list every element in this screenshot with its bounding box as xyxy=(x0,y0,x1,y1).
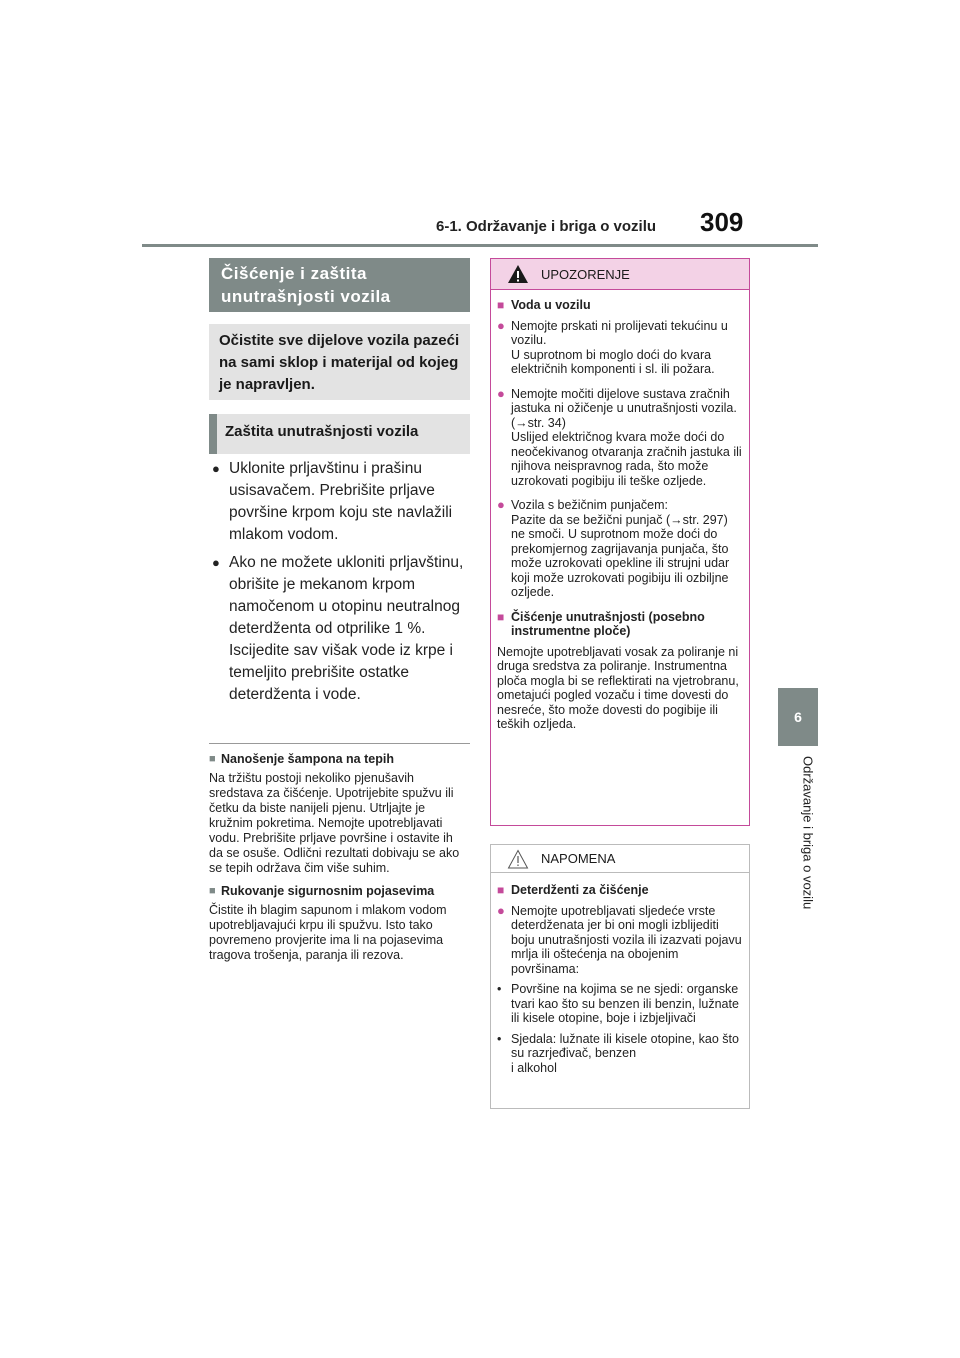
circle-bullet-icon: ● xyxy=(497,902,505,918)
divider xyxy=(209,743,470,744)
section-banner: Čišćenje i zaštita unutrašnjosti vozila xyxy=(209,258,470,312)
warning-item-text: Vozila s bežičnim punjačem: Pazite da se bežični punjač (→str. 297) ne smoči. U suprotnom može doći do prekomjernog zagrijavanja punjača, što može uzrokovati opekline ili strujni udar koji može uzrokovati pogibiju ili ozbiljne ozljede. xyxy=(511,498,730,599)
header-rule xyxy=(142,244,818,247)
note-title: Nanošenje šampona na tepih xyxy=(221,752,394,766)
page-number: 309 xyxy=(700,207,744,237)
circle-bullet-icon: ● xyxy=(497,317,505,333)
subheading-protection: Zaštita unutrašnjosti vozila xyxy=(209,414,470,454)
warning-content xyxy=(491,290,749,736)
bullet-text: Ako ne možete ukloniti prljavštinu, obrišite je mekanom krpom namočenom u otopinu neutralnog deterdženta od otprilike 1 %. Iscijedite sav višak vode iz krpe i temeljito prebrišite ostatke deterdženta i vode. xyxy=(229,554,464,703)
square-bullet-icon: ■ xyxy=(497,298,505,312)
dash-bullet-icon: • xyxy=(497,1031,502,1046)
square-bullet-icon: ■ xyxy=(209,753,216,765)
square-bullet-icon: ■ xyxy=(497,609,505,624)
bullet-item xyxy=(212,552,470,706)
warning-item-text: Nemojte močiti dijelove sustava zračnih jastuka ni ožičenje u unutrašnjosti vozila. (→str. 34) Uslijed električnog kvara može doći do neočekivanog otvaranja zračnih jastuka ili njihova neispravnog rada, što može uzrokovati pogibiju ili teške ozljede. xyxy=(511,386,742,488)
notice-content xyxy=(491,873,749,1081)
dash-bullet-icon: • xyxy=(497,982,502,996)
section-title: 6-1. Održavanje i briga o vozilu xyxy=(436,218,657,235)
notice-dash-item xyxy=(497,982,743,1026)
chapter-tab: 6 xyxy=(778,688,818,746)
notes-section xyxy=(209,748,470,971)
warning-heading xyxy=(497,610,743,639)
note-heading xyxy=(209,884,470,899)
note-heading xyxy=(209,752,470,767)
warning-item xyxy=(497,387,743,489)
bullet-dot-icon: ● xyxy=(212,461,220,476)
notice-item-text: Nemojte upotrebljavati sljedeće vrste deterdženata jer bi oni mogli izblijediti boju unutrašnjosti vozila ili izazvati pojavu mrlja ili oštećenja na obojenim površinama: xyxy=(511,903,742,976)
notice-label: NAPOMENA xyxy=(541,851,616,866)
notice-dash-text: Površine na kojima se ne sjedi: organske tvari kao što su benzen ili benzin, lužnate ili kisele otopine, boje i izbjeljivači xyxy=(511,982,739,1025)
notice-heading-text: Deterdženti za čišćenje xyxy=(511,883,649,897)
warning-item-text: Nemojte prskati ni prolijevati tekućinu u vozilu. U suprotnom bi moglo doći do kvara električnih komponenti i sl. ili požara. xyxy=(511,318,728,376)
bullet-item xyxy=(212,458,470,546)
note-body: Čistite ih blagim sapunom i mlakom vodom upotrebljavajući krpu ili spužvu. Isto tako povremeno provjerite ima li na pojasevima tragova trošenja, paranja ili rezova. xyxy=(209,903,447,962)
warning-heading-text: Voda u vozilu xyxy=(511,298,591,312)
notice-header xyxy=(491,845,749,873)
intro-box: Očistite sve dijelove vozila pazeći na sami sklop i materijal od kojeg je napravljen. xyxy=(209,324,470,400)
chapter-side-label xyxy=(798,756,818,956)
warning-heading-text: Čišćenje unutrašnjosti (posebno instrumentne ploče) xyxy=(511,609,705,638)
warning-paragraph: Nemojte upotrebljavati vosak za poliranje ni druga sredstva za poliranje. Instrumentna ploča mogla bi se reflektirati na vjetrobranu, ometajući pogled vozaču i time dovesti do nesreće, što može dovesti do pogibije ili teških ozljeda. xyxy=(497,644,739,731)
bullet-list xyxy=(212,458,470,712)
bullet-dot-icon: ● xyxy=(212,555,220,570)
note-body: Na tržištu postoji nekoliko pjenušavih sredstava za čišćenje. Upotrijebite spužvu ili četku da biste nanijeli pjenu. Utrljajte je kružnim pokretima. Nemojte upotrebljavati vodu. Prebrišite prljave površine i ostavite ih da se osuše. Odlični rezultati dobivaju se ako se tepih održava čim više suhim. xyxy=(209,771,460,875)
warning-item xyxy=(497,498,743,600)
warning-box xyxy=(490,258,750,826)
circle-bullet-icon: ● xyxy=(497,385,505,401)
circle-bullet-icon: ● xyxy=(497,497,505,512)
bullet-text: Uklonite prljavštinu i prašinu usisavačem. Prebrišite prljave površine krpom koju ste navlažili mlakom vodom. xyxy=(229,460,453,543)
notice-triangle-icon xyxy=(507,849,529,869)
warning-item xyxy=(497,319,743,377)
notice-item xyxy=(497,904,743,977)
square-bullet-icon: ■ xyxy=(209,885,216,897)
warning-header xyxy=(491,259,749,290)
notice-heading xyxy=(497,883,743,898)
note-title: Rukovanje sigurnosnim pojasevima xyxy=(221,884,435,898)
warning-heading xyxy=(497,298,743,313)
notice-box xyxy=(490,844,750,1109)
warning-label: UPOZORENJE xyxy=(541,266,630,282)
notice-dash-text: Sjedala: lužnate ili kisele otopine, kao što su razrjeđivač, benzen i alkohol xyxy=(511,1031,739,1075)
square-bullet-icon: ■ xyxy=(497,883,505,897)
warning-triangle-icon xyxy=(507,264,529,284)
chapter-side-label-text: Održavanje i briga o vozilu xyxy=(800,756,816,910)
notice-dash-item xyxy=(497,1032,743,1076)
